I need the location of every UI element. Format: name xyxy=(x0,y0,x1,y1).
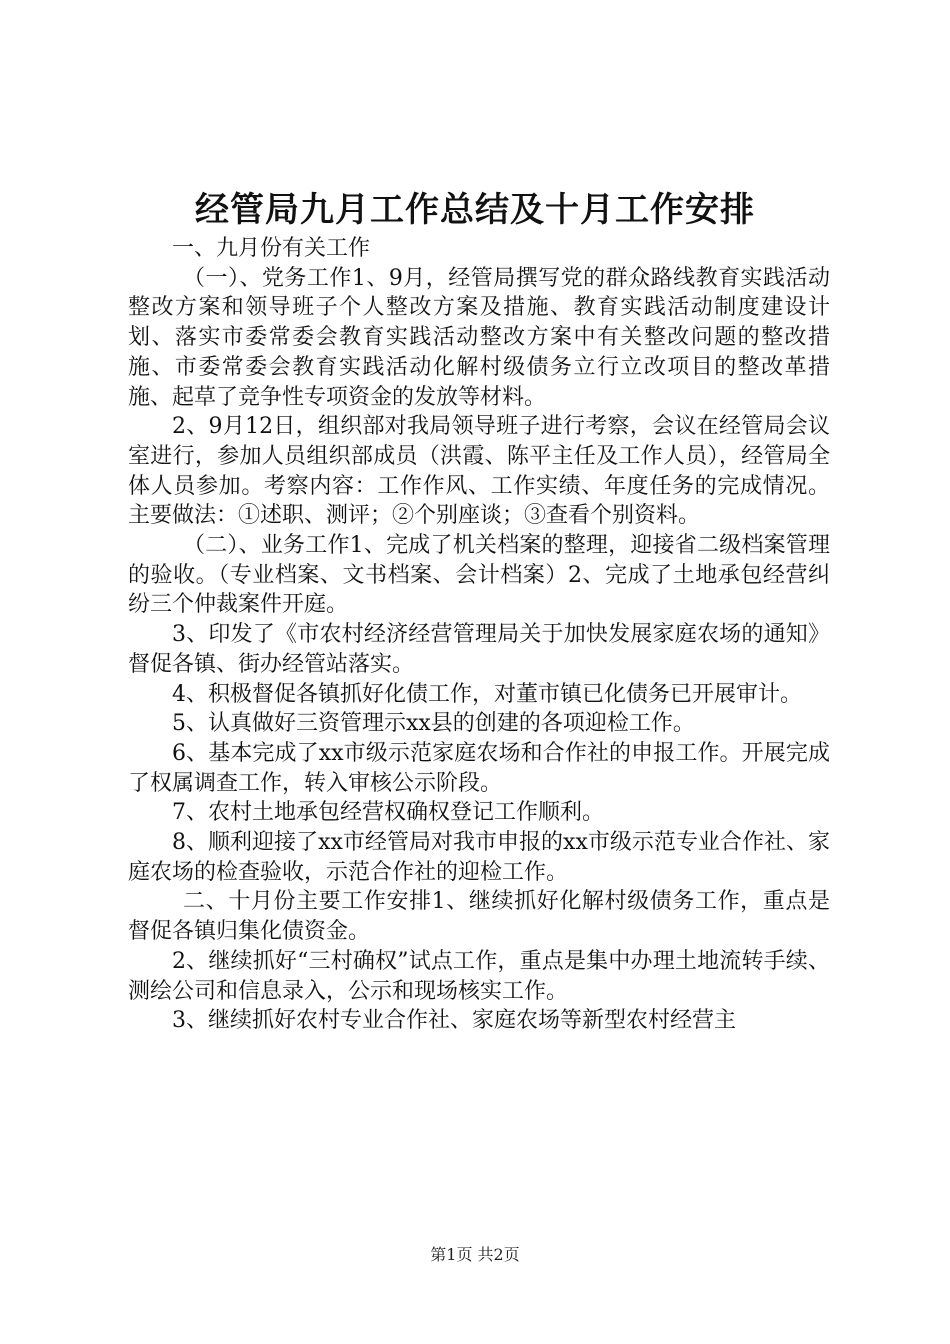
paragraph-inspection-acceptance: 8、顺利迎接了xx市经管局对我市申报的xx市级示范专业合作社、家庭农场的检查验收，示范合作社的迎检工作。 xyxy=(128,830,830,885)
paragraph-cooperatives: 3、继续抓好农村专业合作社、家庭农场等新型农村经营主 xyxy=(172,1008,736,1034)
section-heading-october: 二、十月份主要工作安排1、继续抓好化解村级债务工作，重点是督促各镇归集化债资金。 xyxy=(128,889,830,945)
page-footer: 第1页 共2页 xyxy=(430,1245,520,1264)
paragraph-inspection: 2、9月12日，组织部对我局领导班子进行考察，会议在经管局会议室进行，参加人员组织部成员（洪霞、陈平主任及工作人员），经管局全体人员参加。考察内容：工作作风、工作实绩、年度任务的完成情况。主要做法：①述职、测评；②个别座谈；③查看个别资料。 xyxy=(128,414,830,529)
paragraph-party-work: （一）、党务工作1、9月，经管局撰写党的群众路线教育实践活动整改方案和领导班子个人整改方案及措施、教育实践活动制度建设计划、落实市委常委会教育实践活动整改方案中有关整改问题的整改措施、市委常委会教育实践活动化解村级债务立行立改项目的整改革措施、起草了竞争性专项资金的发放等材料。 xyxy=(128,265,830,410)
paragraph-family-farm-notice: 3、印发了《市农村经济经营管理局关于加快发展家庭农场的通知》督促各镇、街办经管站落实。 xyxy=(128,622,830,677)
document-body xyxy=(128,234,830,1036)
paragraph-business-work: （二）、业务工作1、完成了机关档案的整理，迎接省二级档案管理的验收。（专业档案、文书档案、会计档案）2、完成了土地承包经营纠纷三个仲裁案件开庭。 xyxy=(128,533,830,618)
paragraph-demonstration-farms: 6、基本完成了xx市级示范家庭农场和合作社的申报工作。开展完成了权属调查工作，转入审核公示阶段。 xyxy=(128,740,830,796)
paragraph-three-village-rights: 2、继续抓好“三村确权”试点工作，重点是集中办理土地流转手续、测绘公司和信息录入，公示和现场核实工作。 xyxy=(128,948,830,1004)
document-title: 经管局九月工作总结及十月工作安排 xyxy=(195,190,755,230)
paragraph-debt-resolution: 4、积极督促各镇抓好化债工作，对董市镇已化债务已开展审计。 xyxy=(172,681,802,707)
section-heading-september: 一、九月份有关工作 xyxy=(172,236,371,261)
paragraph-land-rights: 7、农村土地承包经营权确权登记工作顺利。 xyxy=(172,800,604,826)
paragraph-three-assets: 5、认真做好三资管理示xx县的创建的各项迎检工作。 xyxy=(172,711,695,737)
